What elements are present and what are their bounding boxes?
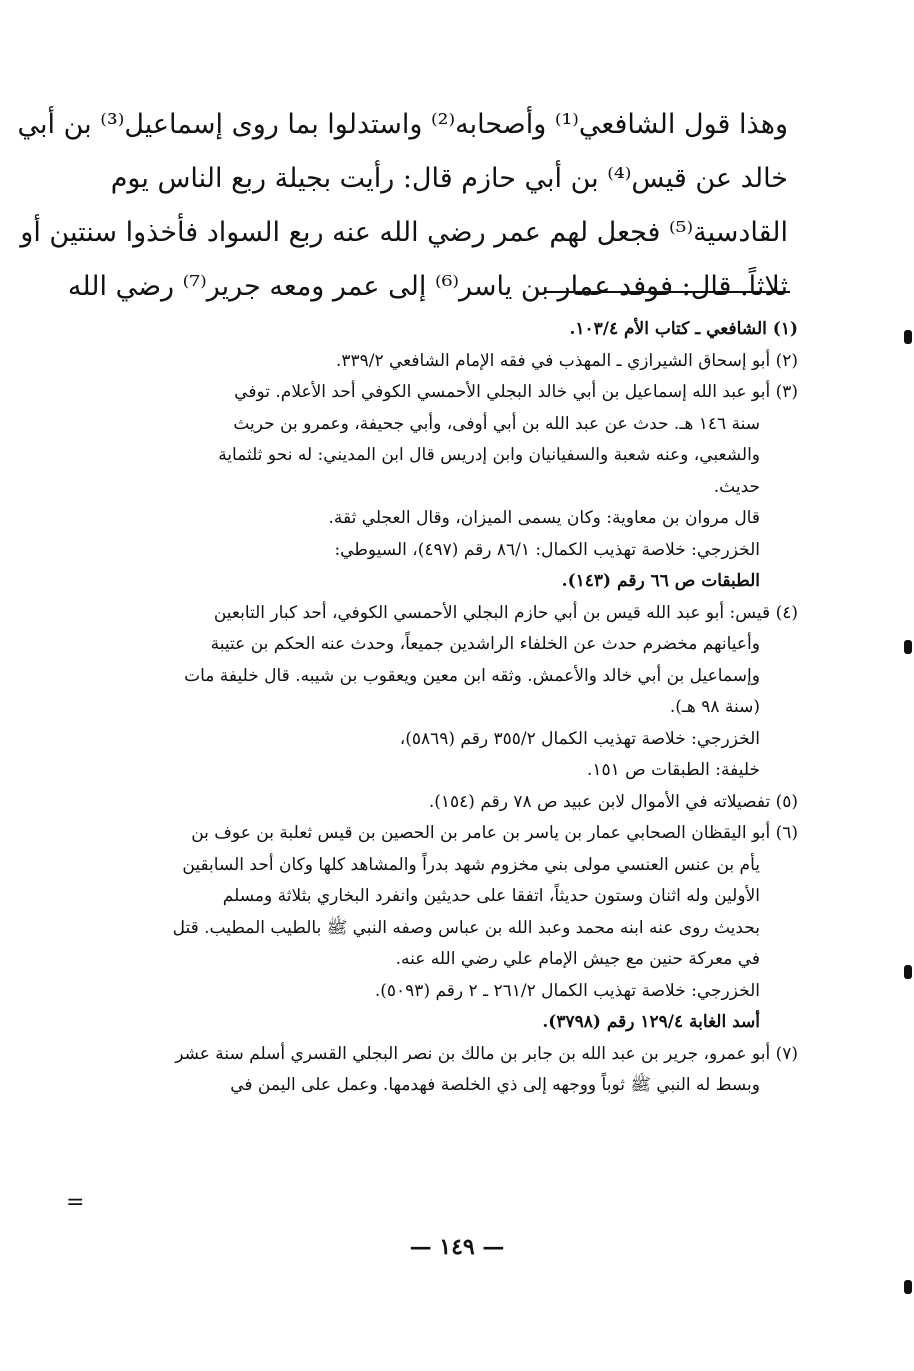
footnote-line: (٦) أبو اليقظان الصحابي عمار بن ياسر بن عامر بن الحصين بن قيس ثعلبة بن عوف بن — [191, 823, 798, 843]
footnote-divider — [545, 291, 790, 293]
footnote-line: (٧) أبو عمرو، جرير بن عبد الله بن جابر بن مالك بن نصر البجلي القسري أسلم سنة عشر — [175, 1043, 798, 1064]
footnote-line: (١) الشافعي ـ كتاب الأم ١٠٣/٤. — [569, 319, 798, 339]
footnotes — [98, 314, 798, 1102]
footnote-3 — [98, 377, 798, 598]
scan-edge-mark — [904, 330, 912, 344]
footnote-line: (٢) أبو إسحاق الشيرازي ـ المهذب في فقه الإمام الشافعي ٣٣٩/٢. — [335, 350, 798, 371]
main-text — [17, 98, 788, 314]
footnote-6 — [98, 818, 798, 1039]
main-text-line: ثلاثاً. قال: فوفد عمار بن ياسر⁽⁶⁾ إلى عمر ومعه جرير⁽⁷⁾ رضي الله — [67, 271, 788, 302]
footnote-line: أسد الغابة ١٢٩/٤ رقم (٣٧٩٨). — [542, 1012, 760, 1032]
footnote-line: (٣) أبو عبد الله إسماعيل بن أبي خالد البجلي الأحمسي الكوفي أحد الأعلام. توفي — [234, 382, 798, 402]
footnote-2 — [98, 346, 798, 378]
footnote-7 — [98, 1039, 798, 1102]
footnote-line: وبسط له النبي ﷺ ثوباً ووجهه إلى ذي الخلصة فهدمها. وعمل على اليمن في — [230, 1075, 760, 1095]
footnote-line: وأعيانهم مخضرم حدث عن الخلفاء الراشدين جميعاً، وحدث عنه الحكم بن عتيبة — [210, 634, 760, 654]
footnote-line: وإسماعيل بن أبي خالد والأعمش. وثقه ابن معين ويعقوب بن شيبه. قال خليفة مات — [184, 665, 760, 686]
footnote-line: (٤) قيس: أبو عبد الله قيس بن أبي حازم البجلي الأحمسي الكوفي، أحد كبار التابعين — [213, 602, 798, 623]
footnote-4 — [98, 598, 798, 787]
footnote-line: الطبقات ص ٦٦ رقم (١٤٣). — [561, 571, 760, 591]
footnote-line: والشعبي، وعنه شعبة والسفيانيان وابن إدريس قال ابن المديني: له نحو ثلثماية — [218, 445, 760, 465]
main-text-line: وهذا قول الشافعي⁽¹⁾ وأصحابه⁽²⁾ واستدلوا بما روى إسماعيل⁽³⁾ بن أبي — [17, 109, 788, 140]
footnote-5 — [98, 787, 798, 819]
page-number: — ١٤٩ — — [409, 1234, 505, 1260]
footnote-line: الأولين وله اثنان وستون حديثاً، اتفقا على حديثين وانفرد البخاري بثلاثة ومسلم — [222, 886, 760, 906]
scan-edge-mark — [904, 1280, 912, 1294]
footnote-line: الخزرجي: خلاصة تهذيب الكمال: ٨٦/١ رقم (٤٩٧)، السيوطي: — [334, 539, 760, 560]
main-text-line: خالد عن قيس⁽⁴⁾ بن أبي حازم قال: رأيت بجيلة ربع الناس يوم — [110, 163, 788, 194]
footnote-line: (٥) تفصيلاته في الأموال لابن عبيد ص ٧٨ رقم (١٥٤). — [428, 791, 798, 812]
footnote-line: يأم بن عنس العنسي مولى بني مخزوم شهد بدراً والمشاهد كلها وكان أحد السابقين — [182, 854, 760, 875]
footnote-line: قال مروان بن معاوية: وكان يسمى الميزان، وقال العجلي ثقة. — [328, 508, 760, 528]
footnote-1 — [98, 314, 798, 346]
footnote-line: الخزرجي: خلاصة تهذيب الكمال ٣٥٥/٢ رقم (٥٨٦٩)، — [399, 728, 760, 749]
footnote-line: الخزرجي: خلاصة تهذيب الكمال ٢٦١/٢ ـ ٢ رقم (٥٠٩٣). — [374, 980, 760, 1001]
footnote-line: خليفة: الطبقات ص ١٥١. — [586, 760, 760, 780]
footnote-line: في معركة حنين مع جيش الإمام علي رضي الله عنه. — [395, 949, 760, 969]
footnote-line: حديث. — [713, 476, 760, 497]
scan-edge-mark — [904, 640, 912, 654]
continuation-mark: = — [66, 1190, 85, 1215]
footnote-line: سنة ١٤٦ هـ. حدث عن عبد الله بن أبي أوفى، وأبي جحيفة، وعمرو بن حريث — [233, 413, 760, 434]
footnote-line: (سنة ٩٨ هـ). — [669, 697, 760, 717]
scan-edge-mark — [904, 965, 912, 979]
main-text-line: القادسية⁽⁵⁾ فجعل لهم عمر رضي الله عنه ربع السواد فأخذوا سنتين أو — [20, 217, 788, 248]
footnote-line: بحديث روى عنه ابنه محمد وعبد الله بن عباس وصفه النبي ﷺ بالطيب المطيب. قتل — [172, 917, 760, 938]
